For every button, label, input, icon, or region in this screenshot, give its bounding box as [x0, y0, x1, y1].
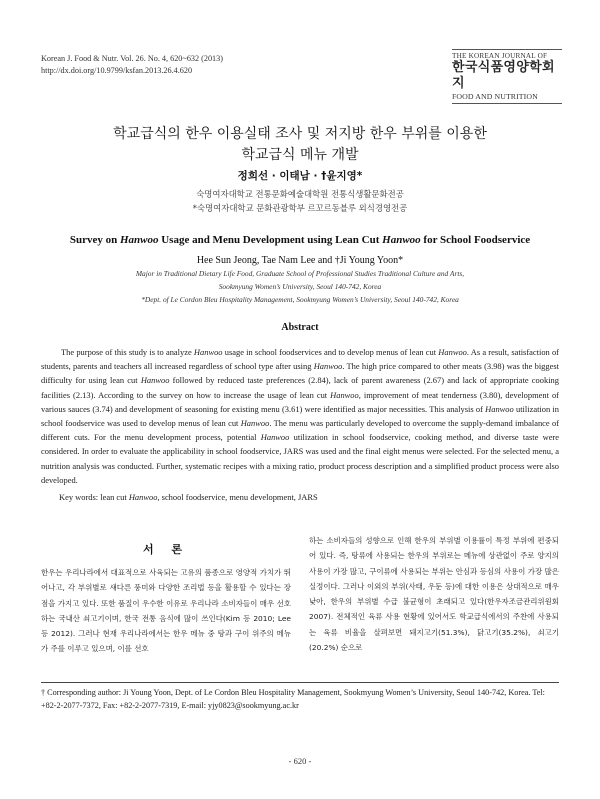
doi-link[interactable]: http://dx.doi.org/10.9799/ksfan.2013.26.4.620 [41, 66, 193, 75]
footnote-divider [41, 682, 559, 683]
body-right-column: 하는 소비자들의 성향으로 인해 한우의 부위별 이용률이 특정 부위에 편중되어 있다. 즉, 탕류에 사용되는 한우의 부위로는 메뉴에 상관없이 주로 양지의 사용이 가장 많고, 구이류에 사용되는 부위는 안심과 등심의 사용이 가장 많은 실정이다. 그러나 이외의 부위(사태, 우둔 등)에 대한 이용은 상대적으로 매우 낮아, 한우의 부위별 수급 불균형이 초래되고 있다(한우자조금관리위원회 2007). 전체적인 육류 사용 현황에 있어서도 학교급식에서의 주찬에 사용되는 육류 비율을 살펴보면 돼지고기(51.3%), 닭고기(35.2%), 쇠고기(20.2%) 순으로 [309, 536, 559, 653]
english-affiliation-2: Sookmyung Women’s University, Seoul 140-742, Korea [218, 282, 382, 291]
korean-authors: 정희선 · 이태남 · †윤지영* [237, 170, 363, 182]
journal-name-korean: 한국식품영양학회지 [452, 60, 555, 91]
korean-affiliation-2: *숙명여자대학교 문화관광학부 르꼬르동블루 외식경영전공 [192, 203, 408, 213]
korean-affiliation-1: 숙명여자대학교 전통문화예술대학원 전통식생활문화전공 [196, 189, 404, 199]
abstract-text: The purpose of this study is to analyze Hanwoo usage in school foodservices and to develop menus of lean cut Hanwoo. As a result, satisfaction of students, parents and teachers all increased regardless of school type after using Hanwoo. The high price compared to other meats (3.98) was the biggest difficulty for using lean cut Hanwoo followed by reduced taste preferences (2.84), lack of parent awareness (2.67) and lack of appropriate cooking facilities (2.13). According to the survey on how to increase the usage of lean cut Hanwoo, improvement of meat tenderness (3.80), development of various sauces (3.74) and development of seasoning for existing menu (3.61) were identified as major necessities. This analysis of Hanwoo utilization in school foodservice was used to develop menus of lean cut Hanwoo. The menu was particularly developed to overcome the supply-demand imbalance of different cuts. For the menu development process, potential Hanwoo utilization in school foodservice, cooking method, and diverse taste were considered. In order to evaluate the applicability in school foodservice, JARS was used and the final eight menus were selected. For the selected menu, a nutrition analysis was conducted. Further, systematic recipes with a mixing ratio, product process description and a simplified product process were also developed. [41, 347, 559, 485]
corresponding-author-footnote: † Corresponding author: Ji Young Yoon, Dept. of Le Cordon Bleu Hospitality Management, Sookmyung Women’s University, Seoul 140-742, Korea. Tel: +82-2-2077-7372, Fax: +82-2-2077-7319, E-mail: yjy0823@sookmyung.ac.kr [41, 688, 545, 710]
english-title [0, 234, 600, 246]
journal-name-bottom: FOOD AND NUTRITION [452, 92, 562, 104]
english-title-part: for School Foodservice [420, 234, 531, 246]
english-authors: Hee Sun Jeong, Tae Nam Lee and †Ji Young Yoon* [196, 255, 404, 266]
journal-logo [452, 49, 562, 104]
journal-name-top: THE KOREAN JOURNAL OF [452, 49, 562, 60]
abstract-heading: Abstract [281, 322, 319, 333]
english-title-part: Survey on [69, 234, 120, 246]
abstract-body [41, 345, 559, 487]
korean-title-line-2: 학교급식 메뉴 개발 [241, 147, 359, 163]
journal-citation: Korean J. Food & Nutr. Vol. 26. No. 4, 620~632 (2013) [41, 54, 223, 63]
body-left-column: 한우는 우리나라에서 대표적으로 사육되는 고유의 품종으로 영양적 가치가 뛰어나고, 각 부위별로 섀다른 풍미와 다양한 조리법 등을 활용할 수 있다는 장점을 가지고 있다. 또한 품질이 우수한 이유로 우리나라 소비자들이 매우 선호하는 국내산 쇠고기이며, 한국 전통 음식에 많이 쓰인다(Kim 등 2010; Lee 등 2012). 그러나 현재 우리나라에서는 한우 메뉴 중 탕과 구이 위주의 메뉴가 주를 이루고 있으며, 이를 선호 [41, 568, 291, 654]
english-affiliation-3: *Dept. of Le Cordon Bleu Hospitality Management, Sookmyung Women’s University, Seoul 140-742, Korea [141, 295, 459, 304]
english-title-italic: Hanwoo [382, 234, 421, 246]
english-title-part: Usage and Menu Development using Lean Cut [158, 234, 383, 246]
section-heading-introduction: 서 론 [142, 543, 190, 556]
korean-title-line-1: 학교급식의 한우 이용실태 조사 및 저지방 한우 부위를 이용한 [113, 126, 487, 142]
keywords: Key words: lean cut Hanwoo, school foodservice, menu development, JARS [59, 492, 318, 502]
page-number: - 620 - [288, 756, 312, 766]
korean-title [0, 124, 600, 166]
english-title-italic: Hanwoo [119, 234, 159, 246]
citation-header [41, 53, 223, 77]
english-affiliation-1: Major in Traditional Dietary Life Food, Graduate School of Professional Studies Traditional Culture and Arts, [135, 269, 465, 278]
